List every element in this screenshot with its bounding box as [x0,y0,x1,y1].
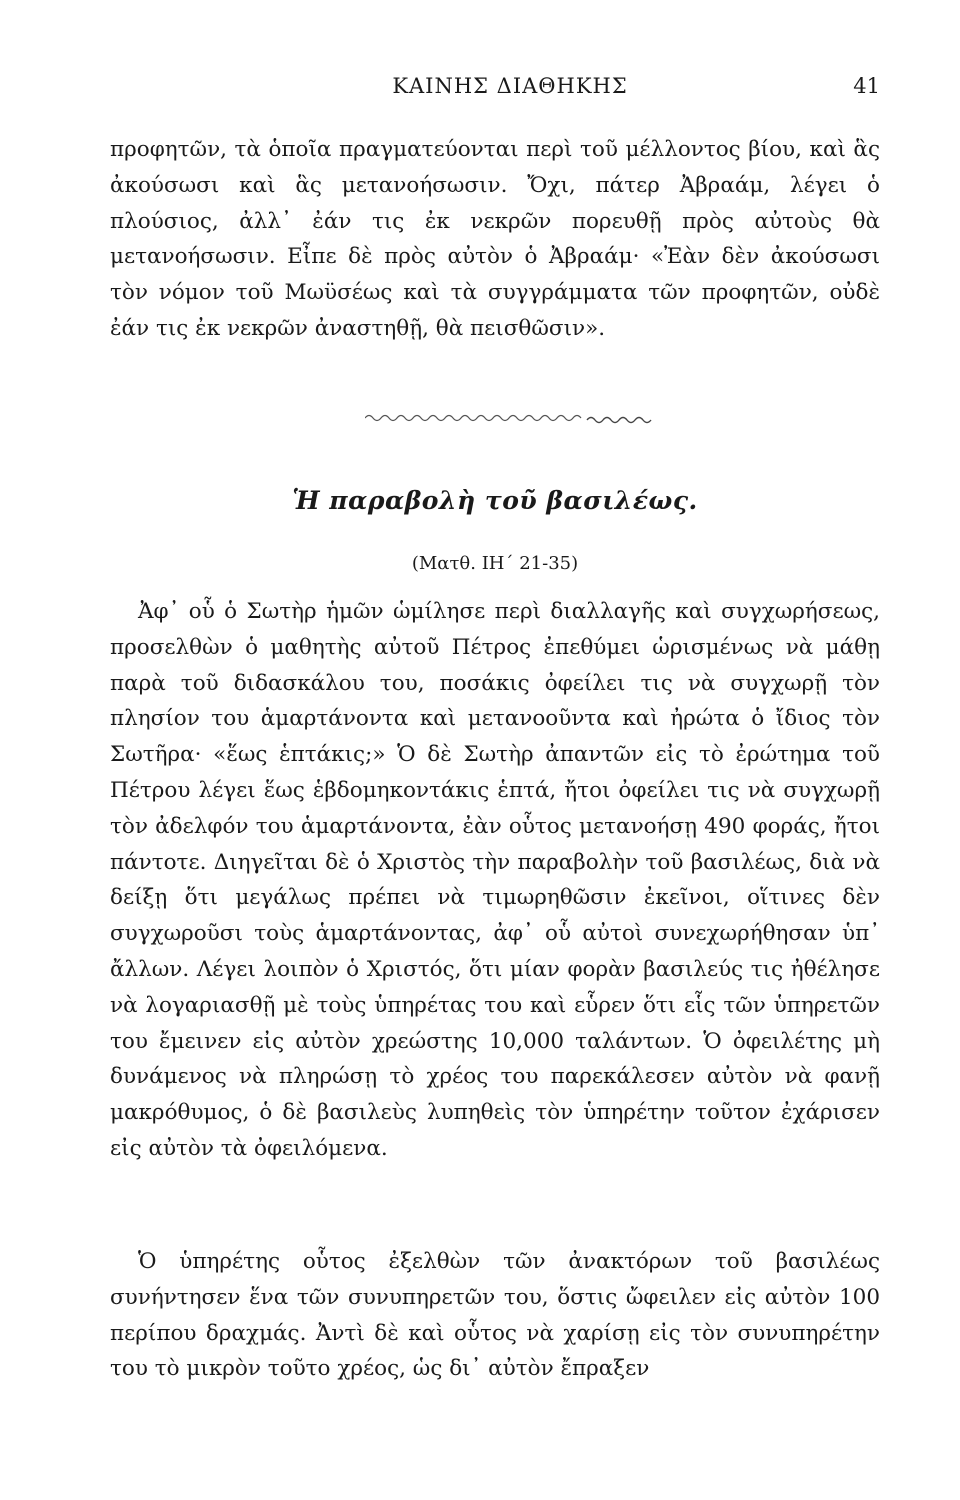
scripture-reference: (Ματθ. ΙΗ´ 21-35) [411,553,579,574]
page-header [110,74,880,108]
page-number: 41 [853,74,880,98]
section-title: Ἡ παραβολὴ τοῦ βασιλέως. [292,486,698,515]
paragraph-servant: Ὁ ὑπηρέτης οὗτος ἐξελθὼν τῶν ἀνακτόρων τοῦ βασιλέως συνήντησεν ἕνα τῶν συνυπηρετῶν του, ὅστις ὤφειλεν εἰς αὐτὸν 100 περίπου δραχμάς. Ἀντὶ δὲ καὶ οὗτος νὰ χαρίσῃ εἰς τὸν συνυπηρέτην του τὸ μικρὸν τοῦτο χρέος, ὡς δι᾽ αὐτὸν ἔπραξεν [110,1249,880,1382]
wavy-separator-ornament [365,412,655,428]
paragraph-continuation: προφητῶν, τὰ ὁποῖα πραγματεύονται περὶ τοῦ μέλλοντος βίου, καὶ ἃς ἀκούσωσι καὶ ἃς μετανοήσωσιν. Ὄχι, πάτερ Ἀβραάμ, λέγει ὁ πλούσιος, ἀλλ᾽ ἐάν τις ἐκ νεκρῶν πορευθῇ πρὸς αὐτοὺς θὰ μετανοήσωσιν. Εἶπε δὲ πρὸς αὐτὸν ὁ Ἀβραάμ· «Ἐὰν δὲν ἀκούσωσι τὸν νόμον τοῦ Μωϋσέως καὶ τὰ συγγράμματα τῶν προφητῶν, οὐδὲ ἐάν τις ἐκ νεκρῶν ἀναστηθῇ, θὰ πεισθῶσιν». [110,137,880,341]
running-head: ΚΑΙΝΗΣ ΔΙΑΘΗΚΗΣ [392,74,628,98]
paragraph-parable-intro: Ἀφ᾽ οὗ ὁ Σωτὴρ ἡμῶν ὡμίλησε περὶ διαλλαγῆς καὶ συγχωρήσεως, προσελθὼν ὁ μαθητὴς αὐτοῦ Πέτρος ἐπεθύμει ὡρισμένως νὰ μάθῃ παρὰ τοῦ διδασκάλου του, ποσάκις ὀφείλει τις νὰ συγχωρῇ τὸν πλησίον του ἁμαρτάνοντα καὶ μετανοοῦντα καὶ ἠρώτα ὁ ἴδιος τὸν Σωτῆρα· «ἕως ἑπτάκις;» Ὁ δὲ Σωτὴρ ἀπαντῶν εἰς τὸ ἐρώτημα τοῦ Πέτρου λέγει ἕως ἑβδομηκοντάκις ἑπτά, ἤτοι ὀφείλει τις νὰ συγχωρῇ τὸν ἀδελφόν του ἁμαρτάνοντα, ἐὰν οὗτος μετανοήσῃ 490 φοράς, ἤτοι πάντοτε. Διηγεῖται δὲ ὁ Χριστὸς τὴν παραβολὴν τοῦ βασιλέως, διὰ νὰ δείξῃ ὅτι μεγάλως πρέπει νὰ τιμωρηθῶσιν ἐκεῖνοι, οἵτινες δὲν συγχωροῦσι τοὺς ἁμαρτάνοντας, ἀφ᾽ οὗ αὐτοὶ συνεχωρήθησαν ὑπ᾽ ἄλλων. Λέγει λοιπὸν ὁ Χριστός, ὅτι μίαν φορὰν βασιλεύς τις ἠθέλησε νὰ λογαριασθῇ μὲ τοὺς ὑπηρέτας του καὶ εὗρεν ὅτι εἷς τῶν ὑπηρετῶν του ἔμεινεν εἰς αὐτὸν χρεώστης 10,000 ταλάντων. Ὁ ὀφειλέτης μὴ δυνάμενος νὰ πληρώσῃ τὸ χρέος του παρεκάλεσεν αὐτὸν νὰ φανῇ μακρόθυμος, ὁ δὲ βασιλεὺς λυπηθεὶς τὸν ὑπηρέτην τοῦτον ἐχάρισεν εἰς αὐτὸν τὰ ὀφειλόμενα. [110,599,880,1161]
